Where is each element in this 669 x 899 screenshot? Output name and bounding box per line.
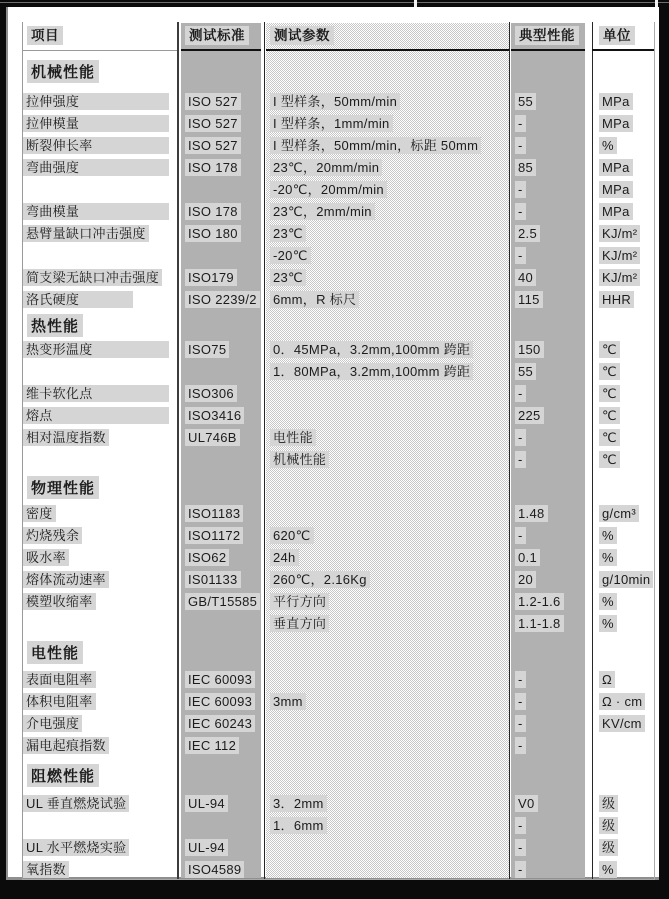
cell-unit: MPa (599, 115, 633, 132)
cell-standard: ISO306 (185, 385, 237, 402)
cell-unit: 级 (599, 839, 618, 856)
table-row (22, 815, 655, 837)
cell-value: 1.2-1.6 (515, 593, 564, 610)
cell-value: 1.1-1.8 (515, 615, 564, 632)
cell-item: 热变形温度 (23, 341, 169, 358)
cell-item: 熔体流动速率 (23, 571, 109, 588)
cell-param: 260℃，2.16Kg (270, 571, 370, 588)
cell-unit: ℃ (599, 363, 620, 380)
cell-standard: ISO1183 (185, 505, 243, 522)
section-header (22, 311, 655, 339)
cell-item: 氧指数 (23, 861, 69, 878)
cell-value: - (515, 451, 526, 468)
cell-item: 熔点 (23, 407, 169, 424)
datasheet-table (22, 22, 655, 880)
cell-param: 1．6mm (270, 817, 327, 834)
cell-param: I 型样条，1mm/min (270, 115, 393, 132)
cell-item: 体积电阻率 (23, 693, 96, 710)
table-row (22, 361, 655, 383)
cell-item: 表面电阻率 (23, 671, 96, 688)
cell-param: 620℃ (270, 527, 314, 544)
cell-item: UL 垂直燃烧试验 (23, 795, 129, 812)
cell-item: 吸水率 (23, 549, 69, 566)
cell-param: 0．45MPa，3.2mm,100mm 跨距 (270, 341, 473, 358)
cell-standard: ISO179 (185, 269, 237, 286)
section-header (22, 51, 655, 91)
cell-value: - (515, 693, 526, 710)
cell-value: - (515, 115, 526, 132)
section-header (22, 471, 655, 503)
cell-param: 1．80MPa，3.2mm,100mm 跨距 (270, 363, 473, 380)
cell-param: 平行方向 (270, 593, 329, 610)
cell-unit: % (599, 615, 617, 632)
cell-param: -20℃ (270, 247, 311, 264)
table-row (22, 267, 655, 289)
cell-item: 简支梁无缺口冲击强度 (23, 269, 162, 286)
cell-standard: ISO4589 (185, 861, 244, 878)
table-row (22, 793, 655, 815)
cell-unit: g/cm³ (599, 505, 639, 522)
cell-item: 悬臂量缺口冲击强度 (23, 225, 149, 242)
cell-item: 洛氏硬度 (23, 291, 133, 308)
cell-standard: UL-94 (185, 795, 228, 812)
table-row (22, 245, 655, 267)
cell-standard: ISO3416 (185, 407, 244, 424)
table-row (22, 91, 655, 113)
table-row (22, 179, 655, 201)
cell-value: V0 (515, 795, 538, 812)
cell-unit: KJ/m² (599, 269, 640, 286)
cell-unit: % (599, 527, 617, 544)
cell-standard: ISO 527 (185, 137, 241, 154)
table-row (22, 859, 655, 881)
section-header (22, 635, 655, 669)
cell-unit: % (599, 549, 617, 566)
cell-value: 55 (515, 363, 536, 380)
cell-value: - (515, 861, 526, 878)
cell-param: 垂直方向 (270, 615, 329, 632)
table-row (22, 405, 655, 427)
cell-param: 23℃ (270, 225, 306, 242)
cell-unit: ℃ (599, 407, 620, 424)
cell-param: 23℃ (270, 269, 306, 286)
cell-unit: % (599, 593, 617, 610)
table-row (22, 547, 655, 569)
cell-standard: ISO 2239/2 (185, 291, 260, 308)
column-header-item: 项目 (27, 26, 63, 45)
table-row (22, 339, 655, 361)
cell-unit: ℃ (599, 385, 620, 402)
cell-value: - (515, 385, 526, 402)
table-row (22, 569, 655, 591)
cell-unit: 级 (599, 795, 618, 812)
table-row (22, 525, 655, 547)
cell-item: 介电强度 (23, 715, 82, 732)
cell-item: 模塑收缩率 (23, 593, 96, 610)
cell-value: 40 (515, 269, 536, 286)
cell-unit: % (599, 861, 617, 878)
cell-value: 1.48 (515, 505, 548, 522)
column-header-value: 典型性能 (515, 26, 579, 45)
table-row (22, 383, 655, 405)
cell-param: -20℃，20mm/min (270, 181, 387, 198)
cell-value: - (515, 203, 526, 220)
cell-item: 灼烧残余 (23, 527, 82, 544)
cell-unit: MPa (599, 203, 633, 220)
cell-param: 3．2mm (270, 795, 327, 812)
cell-standard: ISO 527 (185, 115, 241, 132)
frame-hairline (0, 2, 669, 3)
cell-value: 85 (515, 159, 536, 176)
cell-param: 23℃，20mm/min (270, 159, 382, 176)
column-header-param: 测试参数 (270, 26, 334, 45)
cell-value: - (515, 181, 526, 198)
table-row (22, 449, 655, 471)
section-title: 热性能 (27, 314, 83, 337)
cell-item: 弯曲强度 (23, 159, 169, 176)
cell-value: - (515, 715, 526, 732)
cell-standard: ISO 527 (185, 93, 241, 110)
cell-param: I 型样条，50mm/min (270, 93, 400, 110)
cell-unit: MPa (599, 181, 633, 198)
table-row (22, 289, 655, 311)
cell-standard: GB/T15585 (185, 593, 260, 610)
cell-param: 机械性能 (270, 451, 329, 468)
section-title: 阻燃性能 (27, 764, 99, 787)
table-row (22, 613, 655, 635)
cell-value: 150 (515, 341, 544, 358)
cell-standard: ISO 178 (185, 159, 241, 176)
cell-unit: HHR (599, 291, 634, 308)
section-title: 机械性能 (27, 60, 99, 83)
cell-param: 电性能 (270, 429, 316, 446)
cell-unit: 级 (599, 817, 618, 834)
table-row (22, 713, 655, 735)
cell-unit: ℃ (599, 451, 620, 468)
cell-standard: ISO 178 (185, 203, 241, 220)
table-row (22, 201, 655, 223)
table-row (22, 135, 655, 157)
cell-item: 密度 (23, 505, 56, 522)
cell-standard: IEC 60093 (185, 693, 255, 710)
table-row (22, 427, 655, 449)
cell-value: - (515, 137, 526, 154)
cell-standard: ISO1172 (185, 527, 243, 544)
cell-unit: MPa (599, 93, 633, 110)
cell-value: - (515, 737, 526, 754)
cell-unit: ℃ (599, 429, 620, 446)
cell-standard: IEC 60243 (185, 715, 255, 732)
cell-unit: Ω (599, 671, 615, 688)
cell-value: - (515, 429, 526, 446)
cell-value: - (515, 527, 526, 544)
cell-standard: UL746B (185, 429, 240, 446)
section-title: 电性能 (27, 641, 83, 664)
cell-standard: ISO62 (185, 549, 229, 566)
cell-unit: Ω · cm (599, 693, 645, 710)
cell-standard: IEC 112 (185, 737, 239, 754)
column-header-unit: 单位 (599, 26, 635, 45)
cell-standard: ISO75 (185, 341, 229, 358)
cell-value: - (515, 247, 526, 264)
cell-item: 相对温度指数 (23, 429, 109, 446)
cell-unit: g/10min (599, 571, 653, 588)
cell-standard: UL-94 (185, 839, 228, 856)
cell-unit: KV/cm (599, 715, 645, 732)
cell-value: 55 (515, 93, 536, 110)
cell-item: 拉伸模量 (23, 115, 169, 132)
table-row (22, 669, 655, 691)
cell-value: - (515, 839, 526, 856)
cell-value: - (515, 817, 526, 834)
cell-value: 225 (515, 407, 544, 424)
table-body (22, 51, 655, 881)
cell-unit: KJ/m² (599, 247, 640, 264)
cell-standard: IEC 60093 (185, 671, 255, 688)
cell-param: 3mm (270, 693, 306, 710)
cell-item: 维卡软化点 (23, 385, 169, 402)
cell-value: 2.5 (515, 225, 540, 242)
cell-param: 6mm，R 标尺 (270, 291, 359, 308)
section-title: 物理性能 (27, 476, 99, 499)
cell-value: 0.1 (515, 549, 540, 566)
cell-value: - (515, 671, 526, 688)
cell-param: I 型样条，50mm/min，标距 50mm (270, 137, 481, 154)
table-row (22, 735, 655, 757)
cell-unit: MPa (599, 159, 633, 176)
cell-item: 拉伸强度 (23, 93, 169, 110)
page (6, 7, 659, 880)
cell-value: 20 (515, 571, 536, 588)
cell-unit: KJ/m² (599, 225, 640, 242)
cell-item: 断裂伸长率 (23, 137, 169, 154)
cell-unit: ℃ (599, 341, 620, 358)
table-row (22, 691, 655, 713)
table-row (22, 223, 655, 245)
cell-value: 115 (515, 291, 543, 308)
table-row (22, 503, 655, 525)
cell-item: 漏电起痕指数 (23, 737, 109, 754)
table-row (22, 591, 655, 613)
cell-standard: IS01133 (185, 571, 241, 588)
table-row (22, 157, 655, 179)
cell-item: UL 水平燃烧实验 (23, 839, 129, 856)
table-row (22, 113, 655, 135)
cell-unit: % (599, 137, 617, 154)
section-header (22, 757, 655, 793)
cell-item: 弯曲模量 (23, 203, 169, 220)
cell-param: 24h (270, 549, 299, 566)
table-row (22, 837, 655, 859)
column-header-standard: 测试标准 (185, 26, 249, 45)
cell-standard: ISO 180 (185, 225, 241, 242)
table-bottom-rule (22, 879, 655, 880)
cell-param: 23℃，2mm/min (270, 203, 375, 220)
